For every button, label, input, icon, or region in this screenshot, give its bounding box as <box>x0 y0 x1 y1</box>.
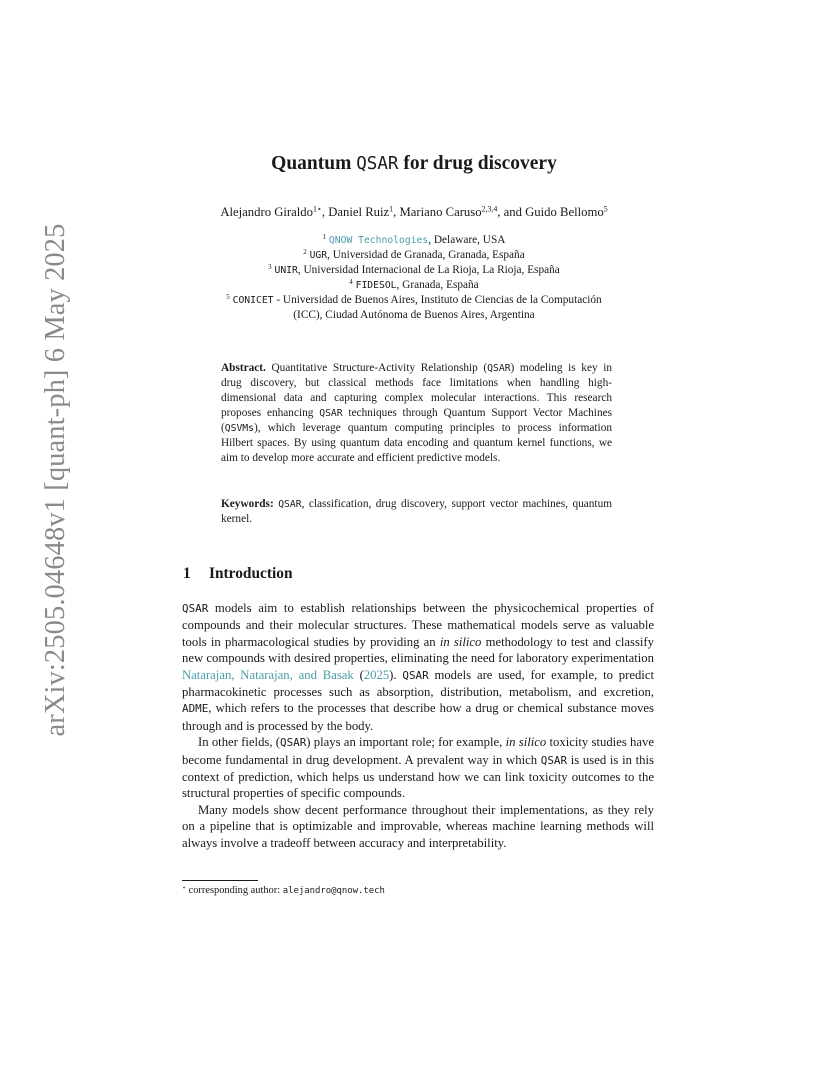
affiliation-text: , Delaware, USA <box>428 234 506 246</box>
author-affiliation-mark: 2,3,4 <box>481 204 498 214</box>
paper-title <box>0 153 828 175</box>
italic-term: in silico <box>439 634 482 649</box>
title-part: Quantum <box>271 153 357 174</box>
paragraph-text: methodology to test and classify new compounds with desired properties, eliminating the need for laboratory experimentation <box>182 634 654 666</box>
abstract-mono-term: QSAR <box>487 363 511 374</box>
paragraph-text: models are used, for example, to predict pharmacokinetic processes such as absorption, distribution, metabolism, and excretion, <box>182 667 654 700</box>
author-name: Guido Bellomo <box>525 205 604 219</box>
keywords-text: , classification, drug discovery, support vector machines, quantum kernel. <box>221 498 613 525</box>
section-heading <box>183 565 293 583</box>
affiliation-continuation: (ICC), Ciudad Autónoma de Buenos Aires, Argentina <box>293 309 535 321</box>
paragraph-text: ( <box>353 667 364 682</box>
abstract-mono-term: QSVMs <box>224 423 254 434</box>
title-part: for drug discovery <box>398 153 557 174</box>
paragraph-text: ). <box>389 667 403 682</box>
affiliation-text: , Universidad de Granada, Granada, España <box>327 249 525 261</box>
italic-term: in silico <box>505 735 547 750</box>
abstract-mono-term: QSAR <box>319 408 343 419</box>
affiliation-item <box>160 278 668 293</box>
abstract-text: ) modeling is key in drug discovery, but classical methods face limitations when handling high-dimensional data and capturing complex molecular interactions. This research proposes enhancing <box>221 362 612 419</box>
abstract-label: Abstract. <box>221 362 266 374</box>
footnote-rule <box>182 880 258 881</box>
citation-year-link[interactable]: 2025 <box>363 667 390 682</box>
paragraph-text: ) plays an important role; for example, <box>306 735 506 750</box>
affiliation-text: , Granada, España <box>396 279 479 291</box>
abstract-text: Quantitative Structure-Activity Relationship ( <box>265 362 488 374</box>
paragraph: Many models show decent performance throughout their implementations, as they rely on a pipeline that is optimizable and improvable, whereas machine learning methods will always involve a tradeoff between accuracy and interpretability. <box>182 802 654 850</box>
author-list <box>0 205 828 220</box>
affiliation-number: 3 <box>268 263 272 272</box>
affiliation-item <box>160 263 668 278</box>
footnote-text: corresponding author: <box>186 885 283 896</box>
author-name: Daniel Ruiz <box>328 205 390 219</box>
mono-term: QSAR <box>540 753 568 767</box>
arxiv-identifier-stamp: arXiv:2505.04648v1 [quant-ph] 6 May 2025 <box>40 223 71 737</box>
section-title: Introduction <box>209 565 293 582</box>
footnote-mark: ⋆ <box>182 884 187 892</box>
abstract-text: ), which leverage quantum computing principles to process information Hilbert spaces. By using quantum data encoding and quantum kernel functions, we aim to develop more accurate and efficient predictive models. <box>221 422 612 464</box>
affiliation-number: 4 <box>349 278 353 287</box>
footnote-email: alejandro@qnow.tech <box>282 886 385 896</box>
abstract-text: techniques through Quantum Support Vector Machines ( <box>221 407 613 434</box>
mono-term: QSAR <box>402 668 429 682</box>
paragraph-text: , which refers to the processes that describe how a drug or chemical substance moves through and is processed by the body. <box>182 701 654 733</box>
mono-term: QSAR <box>280 736 307 750</box>
affiliation-org: UGR <box>309 250 328 261</box>
abstract <box>221 361 612 466</box>
keywords-label: Keywords: <box>221 498 274 510</box>
keywords <box>221 497 612 527</box>
author-separator: , <box>393 205 400 219</box>
body-text <box>182 600 654 851</box>
affiliation-text: , Universidad Internacional de La Rioja, La Rioja, España <box>297 264 560 276</box>
affiliation-list <box>160 233 668 323</box>
affiliation-org-link[interactable]: QNOW Technologies <box>328 235 429 246</box>
affiliation-number: 5 <box>226 293 230 302</box>
paragraph-text: In other fields, ( <box>198 735 281 750</box>
keywords-mono-term: QSAR <box>278 499 302 510</box>
author-name: Mariano Caruso <box>399 205 482 219</box>
mono-term: ADME <box>182 702 209 716</box>
affiliation-number: 1 <box>322 233 327 242</box>
title-qsar-mono: QSAR <box>356 154 399 174</box>
mono-term: QSAR <box>182 602 209 615</box>
author-affiliation-mark: 1 <box>389 204 394 214</box>
affiliation-item <box>160 233 668 248</box>
paragraph <box>182 734 654 802</box>
affiliation-number: 2 <box>303 248 307 257</box>
affiliation-org: UNIR <box>274 265 298 276</box>
section-number: 1 <box>183 565 191 582</box>
citation-link[interactable]: Natarajan, Natarajan, and Basak <box>182 667 354 682</box>
author-separator: , and <box>497 205 526 219</box>
author-affiliation-mark: 5 <box>603 204 608 214</box>
paragraph <box>182 600 654 734</box>
affiliation-item <box>160 293 668 308</box>
affiliation-item <box>160 248 668 263</box>
author-name: Alejandro Giraldo <box>220 205 313 219</box>
paragraph-text: models aim to establish relationships between the physicochemical properties of compounds and their molecular structures. These mathematical models serve as valuable tools in pharmacological studies by providing an <box>182 601 654 649</box>
paragraph-text: is used is in this context of prediction, which helps us understand how we can link toxicity outcomes to the structural properties of specific compounds. <box>182 752 654 801</box>
paragraph-text: toxicity studies have become fundamental in drug development. A prevalent way in which <box>182 735 654 767</box>
affiliation-text: - Universidad de Buenos Aires, Instituto de Ciencias de la Computación <box>273 294 602 306</box>
author-affiliation-mark: 1⋆ <box>313 204 322 214</box>
footnote <box>182 885 385 896</box>
affiliation-org: FIDESOL <box>355 280 397 291</box>
affiliation-org: CONICET <box>232 295 274 306</box>
author-separator: , <box>321 205 329 219</box>
